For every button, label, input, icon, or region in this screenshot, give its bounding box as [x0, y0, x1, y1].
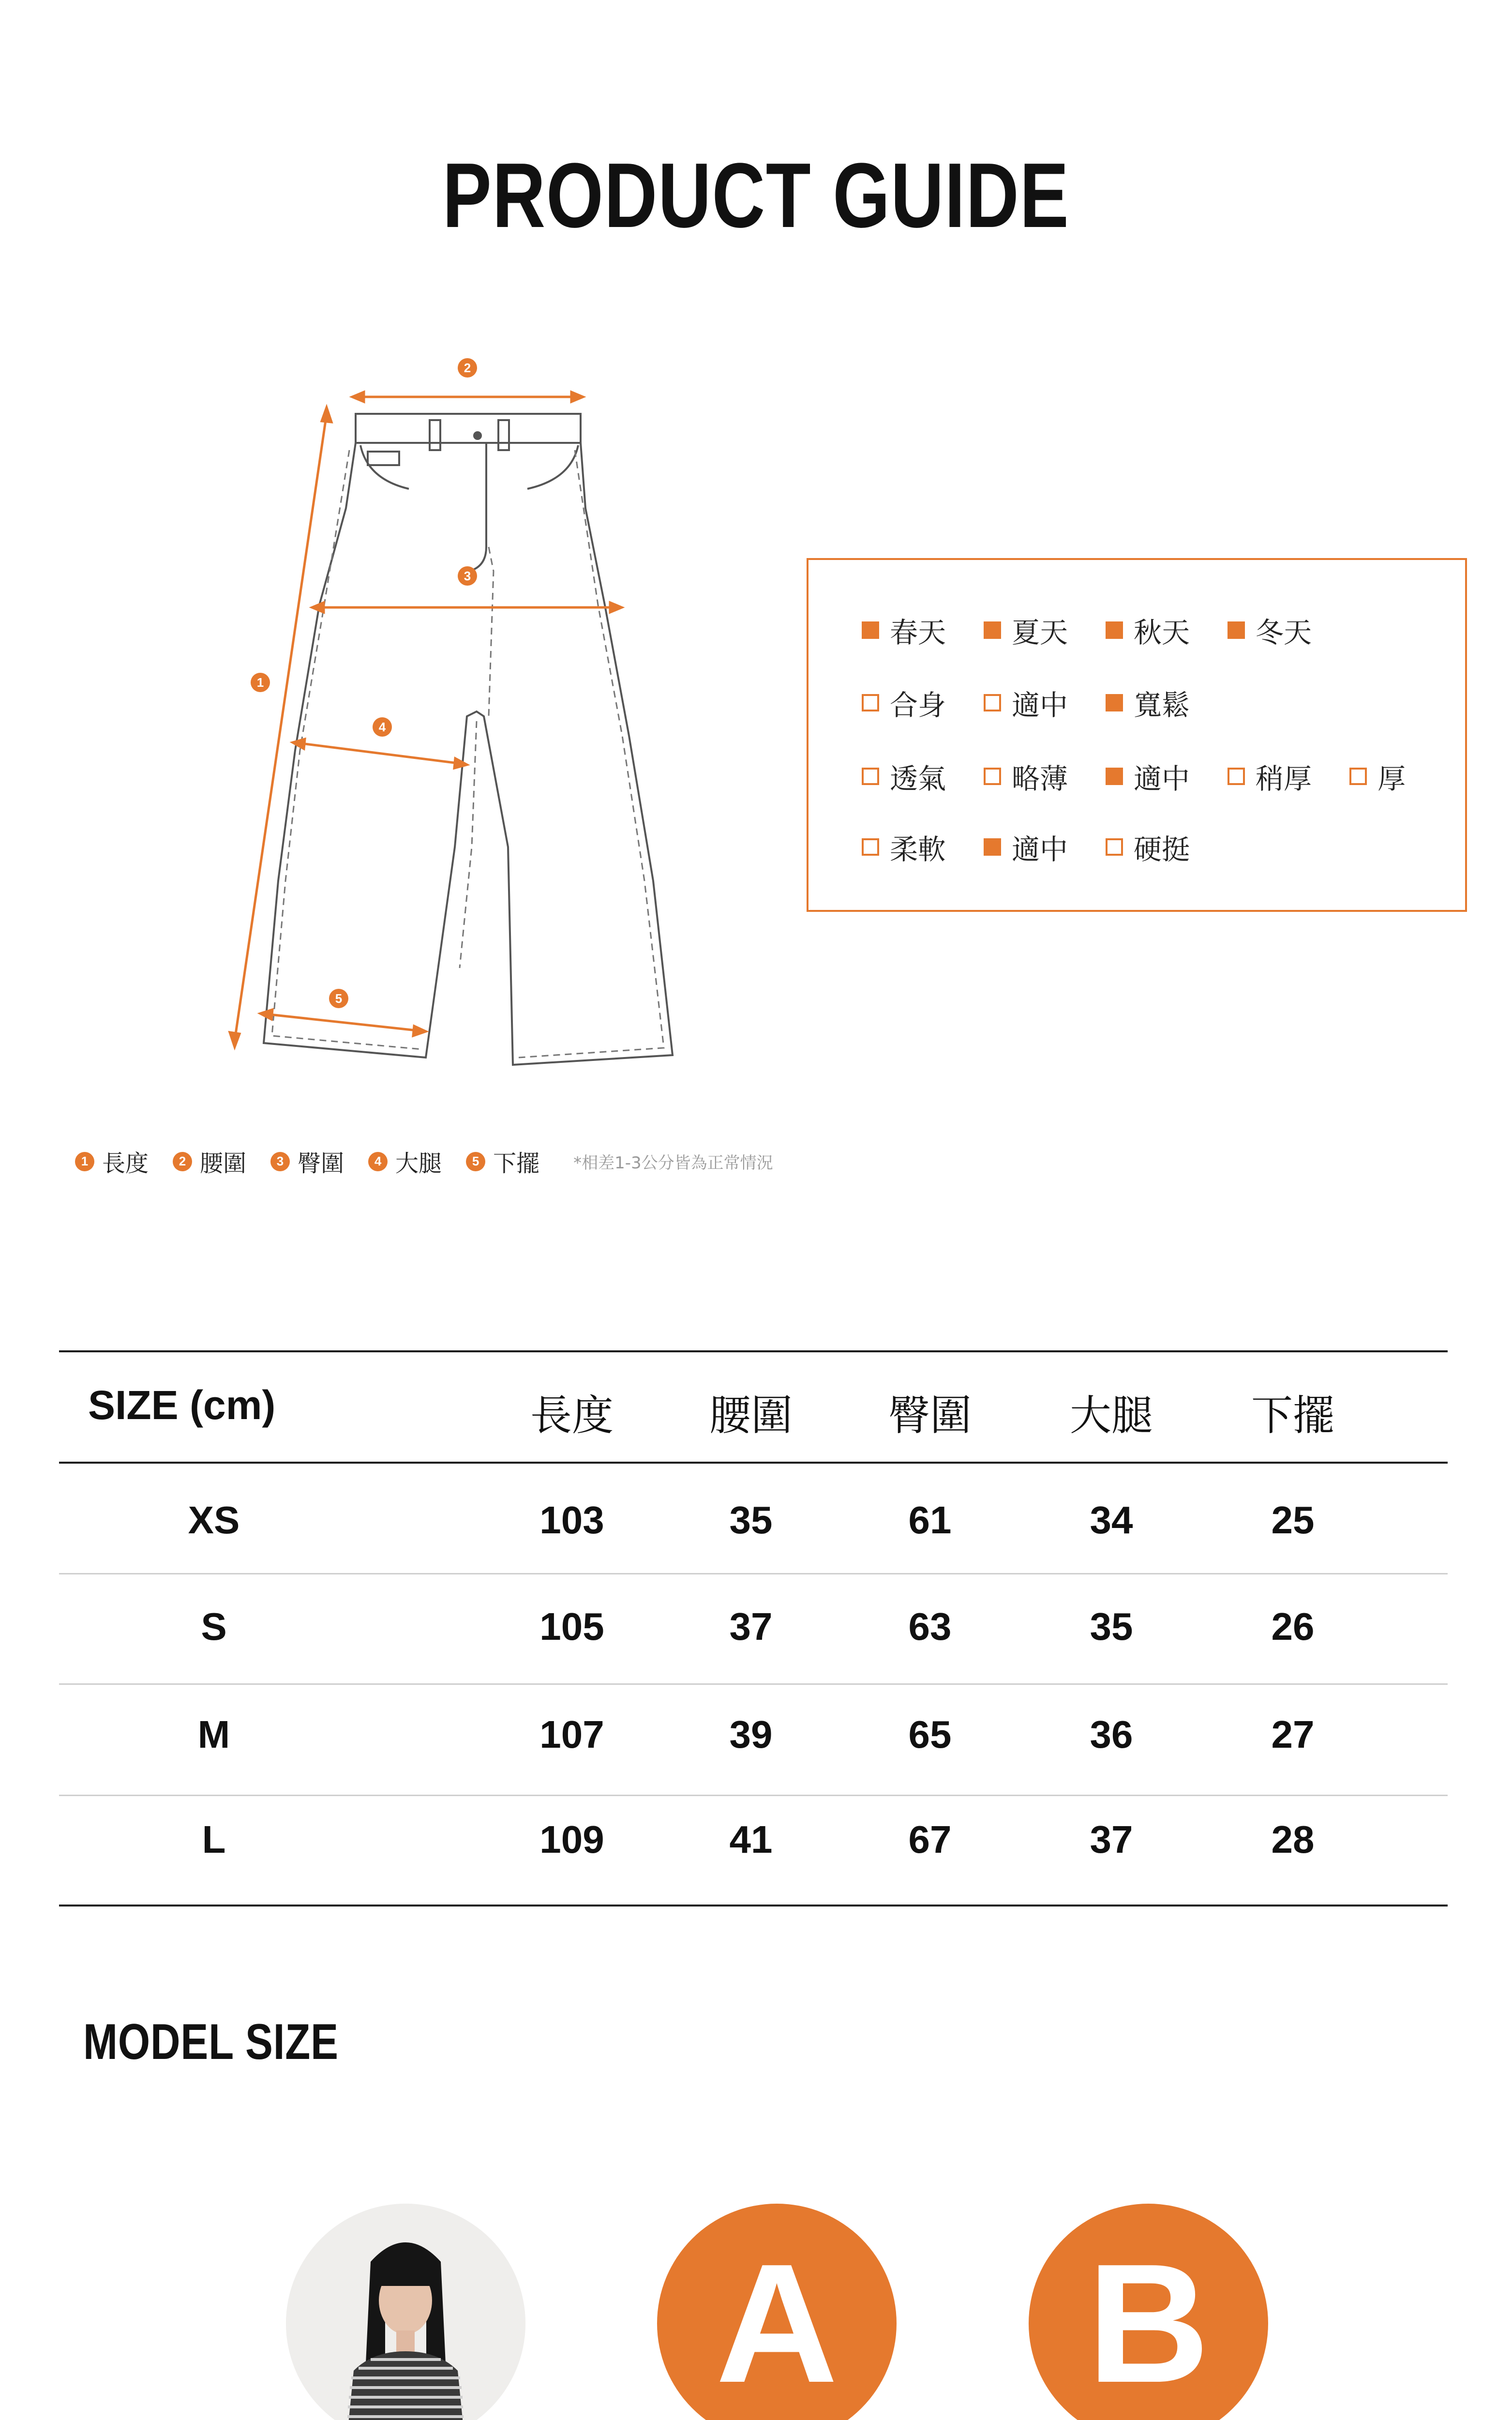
svg-text:1: 1 [256, 675, 264, 690]
measurement-legend [75, 1145, 773, 1178]
table-header-cell: SIZE (cm) [88, 1382, 276, 1428]
marker-2 [458, 358, 477, 378]
legend-label: 腰圍 [200, 1150, 247, 1177]
attribute-label: 稍厚 [1256, 762, 1312, 795]
attribute-label: 合身 [890, 689, 946, 722]
size-label-cell: S [201, 1605, 227, 1648]
attribute-label: 硬挺 [1134, 833, 1190, 866]
table-rule [59, 1795, 1448, 1796]
table-cell: 28 [1271, 1818, 1315, 1861]
tolerance-note: *相差1-3公分皆為正常情況 [573, 1153, 773, 1173]
legend-number-badge: 3 [270, 1152, 290, 1171]
attribute-row [862, 828, 1228, 866]
table-cell: 37 [1090, 1818, 1133, 1861]
attribute-item [1106, 610, 1190, 650]
attribute-label: 冬天 [1256, 616, 1312, 649]
attribute-item [1228, 610, 1312, 650]
table-cell: 41 [729, 1818, 773, 1861]
attribute-item [862, 827, 946, 867]
legend-label: 大腿 [395, 1150, 442, 1177]
model-photo-avatar [286, 2204, 525, 2420]
svg-text:3: 3 [464, 569, 471, 583]
unchecked-square-icon [1228, 768, 1245, 785]
unchecked-square-icon [862, 768, 879, 785]
legend-number-badge: 4 [368, 1152, 388, 1171]
attribute-label: 寬鬆 [1134, 689, 1190, 722]
table-rule [59, 1462, 1448, 1464]
table-cell: 105 [539, 1605, 604, 1648]
model-b-avatar [1029, 2204, 1268, 2420]
table-cell: 25 [1271, 1498, 1315, 1542]
attribute-row [862, 757, 1443, 796]
unchecked-square-icon [862, 838, 879, 856]
marker-3 [458, 566, 477, 586]
attribute-item [1106, 682, 1190, 723]
checked-square-icon [1106, 768, 1123, 785]
legend-number-badge: 5 [466, 1152, 485, 1171]
attribute-label: 春天 [890, 616, 946, 649]
size-label-cell: M [197, 1713, 230, 1756]
attribute-row [862, 683, 1228, 722]
table-cell: 26 [1271, 1605, 1315, 1648]
attribute-label: 夏天 [1012, 616, 1068, 649]
table-cell: 27 [1271, 1713, 1315, 1756]
table-cell: 39 [729, 1713, 773, 1756]
attribute-label: 厚 [1377, 762, 1406, 795]
svg-text:4: 4 [378, 720, 386, 734]
attribute-item [1106, 827, 1190, 867]
table-header-cell: 臀圍 [888, 1392, 972, 1440]
table-rule [59, 1905, 1448, 1906]
marker-4 [373, 717, 392, 737]
attribute-item [984, 827, 1068, 867]
table-cell: 109 [539, 1818, 604, 1861]
marker-5 [329, 989, 348, 1008]
svg-text:2: 2 [464, 361, 471, 375]
table-rule [59, 1683, 1448, 1685]
size-label-cell: L [202, 1818, 226, 1861]
unchecked-square-icon [1349, 768, 1367, 785]
checked-square-icon [984, 621, 1001, 639]
attribute-item [984, 682, 1068, 723]
legend-label: 長度 [102, 1150, 149, 1177]
table-header-cell: 大腿 [1070, 1392, 1153, 1440]
table-cell: 37 [729, 1605, 773, 1648]
attribute-label: 適中 [1012, 689, 1068, 722]
table-header-cell: 腰圍 [709, 1392, 793, 1440]
unchecked-square-icon [984, 768, 1001, 785]
table-cell: 34 [1090, 1498, 1133, 1542]
table-cell: 35 [1090, 1605, 1133, 1648]
unchecked-square-icon [862, 694, 879, 711]
legend-number-badge: 1 [75, 1152, 94, 1171]
attribute-row [862, 611, 1349, 650]
unchecked-square-icon [1106, 838, 1123, 856]
attribute-label: 適中 [1012, 833, 1068, 866]
page-title: PRODUCT GUIDE [442, 144, 1070, 247]
attribute-label: 柔軟 [890, 833, 946, 866]
table-rule [59, 1350, 1448, 1352]
attribute-item [862, 756, 946, 797]
attribute-label: 透氣 [890, 762, 946, 795]
model-b-letter: B [1087, 2228, 1210, 2418]
pants-measurement-diagram [0, 0, 1512, 1113]
attribute-item [862, 682, 946, 723]
table-cell: 36 [1090, 1713, 1133, 1756]
legend-item [75, 1145, 149, 1178]
attribute-item [1106, 756, 1190, 797]
attribute-label: 秋天 [1134, 616, 1190, 649]
table-header-cell: 長度 [530, 1392, 614, 1440]
table-cell: 65 [908, 1713, 952, 1756]
model-a-avatar [657, 2204, 897, 2420]
table-cell: 35 [729, 1498, 773, 1542]
fabric-attributes-box [807, 558, 1467, 912]
checked-square-icon [862, 621, 879, 639]
marker-1 [251, 673, 270, 692]
attribute-label: 略薄 [1012, 762, 1068, 795]
attribute-item [1228, 756, 1312, 797]
unchecked-square-icon [984, 694, 1001, 711]
checked-square-icon [1228, 621, 1245, 639]
checked-square-icon [1106, 621, 1123, 639]
legend-item [270, 1145, 344, 1178]
model-a-letter: A [716, 2228, 838, 2418]
legend-label: 臀圍 [298, 1150, 344, 1177]
table-header-cell: 下擺 [1251, 1392, 1334, 1440]
attribute-item [862, 610, 946, 650]
legend-item [466, 1145, 539, 1178]
checked-square-icon [1106, 694, 1123, 711]
legend-label: 下擺 [493, 1150, 540, 1177]
table-cell: 63 [908, 1605, 952, 1648]
attribute-label: 適中 [1134, 762, 1190, 795]
size-label-cell: XS [188, 1498, 240, 1542]
table-rule [59, 1573, 1448, 1574]
attribute-item [984, 610, 1068, 650]
table-cell: 61 [908, 1498, 952, 1542]
checked-square-icon [984, 838, 1001, 856]
legend-number-badge: 2 [173, 1152, 192, 1171]
attribute-item [1349, 756, 1406, 797]
table-cell: 67 [908, 1818, 952, 1861]
table-cell: 107 [539, 1713, 604, 1756]
svg-text:5: 5 [335, 991, 343, 1006]
attribute-item [984, 756, 1068, 797]
table-cell: 103 [539, 1498, 604, 1542]
model-size-title: MODEL SIZE [83, 2014, 339, 2070]
legend-item [173, 1145, 246, 1178]
legend-item [368, 1145, 442, 1178]
